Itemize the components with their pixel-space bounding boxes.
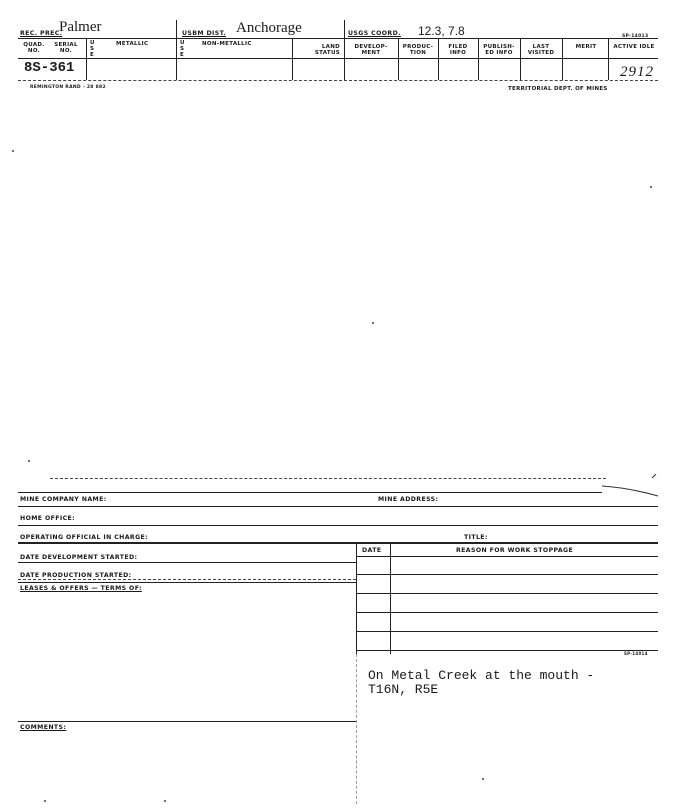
title-label: TITLE: (464, 534, 488, 541)
col-divider (520, 38, 521, 80)
scan-speck (482, 778, 484, 780)
rule-title (18, 542, 658, 544)
col-non-metallic: NON-METALLIC (202, 41, 252, 47)
lower-faint-divider (356, 654, 357, 804)
location-line-1: On Metal Creek at the mouth - (368, 668, 595, 683)
col-divider (86, 38, 87, 80)
col-production: PRODUC- TION (402, 44, 434, 56)
col-divider (344, 38, 345, 80)
col-metallic: METALLIC (116, 41, 149, 47)
col-development: DEVELOP- MENT (354, 44, 388, 56)
usbm-dist-label: USBM DIST. (182, 30, 227, 37)
mine-address-label: MINE ADDRESS: (378, 496, 439, 503)
header-divider (176, 20, 177, 38)
rule-official (18, 525, 658, 526)
card-edge-curve (600, 474, 660, 500)
rule-company (18, 492, 602, 493)
table-left-border (356, 542, 357, 654)
usbm-dist-value: Anchorage (236, 20, 302, 36)
col-use-letters-2: U S E (180, 40, 185, 58)
scan-speck (372, 322, 374, 324)
col-land-status: LAND STATUS (314, 44, 340, 56)
col-divider (176, 38, 177, 80)
right-imprint: TERRITORIAL DEPT. OF MINES (508, 86, 608, 92)
rule-prod (18, 579, 356, 580)
table-row-rule (356, 593, 658, 594)
mine-company-name-label: MINE COMPANY NAME: (20, 496, 107, 503)
header-divider (344, 20, 345, 38)
scan-speck (12, 150, 14, 152)
date-development-label: DATE DEVELOPMENT STARTED: (20, 554, 138, 561)
table-header-rule (356, 556, 658, 557)
col-last-visited: LAST VISITED (527, 44, 555, 56)
usgs-coord-value: 12.3, 7.8 (418, 24, 465, 38)
rule-home-office (18, 506, 658, 507)
table-row-rule (356, 574, 658, 575)
back-top-dashed-rule (50, 478, 606, 479)
scan-speck (650, 186, 652, 188)
col-divider (438, 38, 439, 80)
reason-col-header: REASON FOR WORK STOPPAGE (456, 547, 574, 554)
col-divider (292, 38, 293, 80)
rec-prec-label: REC. PREC. (20, 30, 63, 37)
rule-dev (18, 562, 356, 563)
card-bottom-rule (18, 80, 658, 81)
col-serial-no: SERIAL NO. (54, 42, 78, 54)
col-published-info: PUBLISH- ED INFO (483, 44, 515, 56)
quad-serial-value: 8S-361 (24, 60, 75, 76)
col-merit: MERIT (575, 44, 597, 50)
col-use-letters: U S E (90, 40, 95, 58)
left-imprint: REMINGTON RAND - 28 882 (30, 85, 106, 90)
date-production-label: DATE PRODUCTION STARTED: (20, 572, 132, 579)
scan-speck (164, 800, 166, 802)
comments-label: COMMENTS: (20, 724, 67, 731)
form-number: SP-14013 (622, 34, 649, 39)
col-active-idle: ACTIVE IDLE (613, 44, 655, 50)
scan-speck (28, 460, 30, 462)
col-divider (398, 38, 399, 80)
col-divider (562, 38, 563, 80)
table-row-rule (356, 631, 658, 632)
back-form-number: SP-14014 (624, 651, 648, 656)
table-bottom-rule (356, 650, 658, 651)
table-date-divider (390, 542, 391, 654)
usgs-coord-label: USGS COORD. (348, 30, 401, 37)
scan-speck (44, 800, 46, 802)
leases-offers-label: LEASES & OFFERS — TERMS OF: (20, 585, 142, 592)
active-idle-value: 2912 (620, 64, 654, 80)
date-col-header: DATE (362, 547, 382, 554)
location-line-2: T16N, R5E (368, 682, 439, 697)
col-divider (478, 38, 479, 80)
operating-official-label: OPERATING OFFICIAL IN CHARGE: (20, 534, 149, 541)
home-office-label: HOME OFFICE: (20, 515, 76, 522)
rule-comments (18, 721, 356, 722)
rec-prec-value: Palmer (59, 19, 102, 35)
col-filed-info: FILED INFO (448, 44, 468, 56)
col-divider (608, 38, 609, 80)
rule-leases (18, 582, 356, 583)
table-row-rule (356, 612, 658, 613)
col-quad-no: QUAD. NO. (23, 42, 45, 54)
